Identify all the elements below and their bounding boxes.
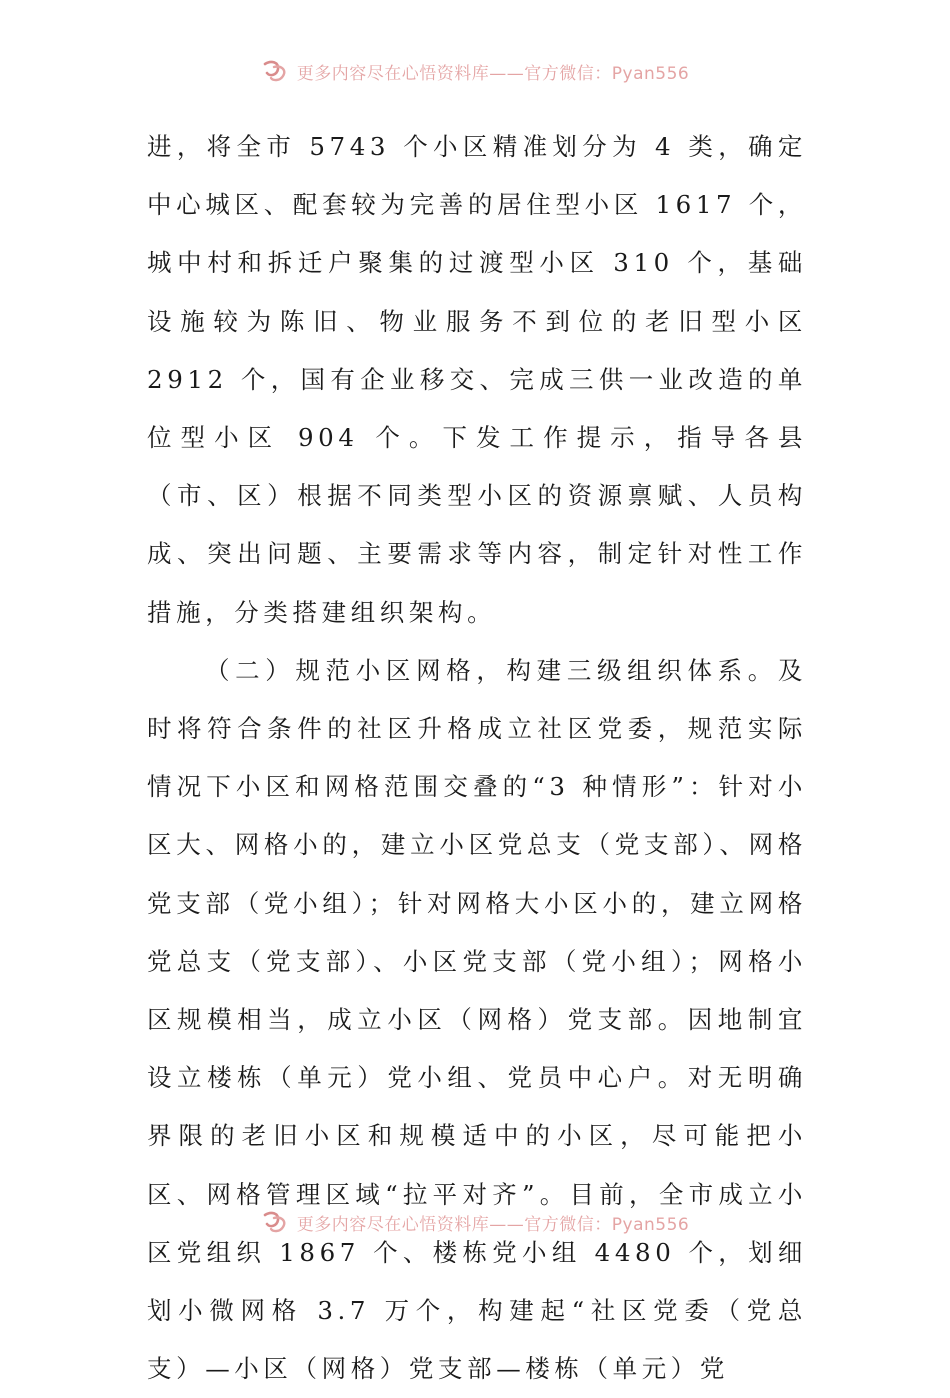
paragraph-2: （二）规范小区网格，构建三级组织体系。及时将符合条件的社区升格成立社区党委，规范实际情况下小区和网格范围交叠的“3 种情形”：针对小区大、网格小的，建立小区党总支（党支部）、网格党支部（党小组）；针对网格大小区小的，建立网格党总支（党支部）、小区党支部（党小组）；网格小区规模相当，成立小区（网格）党支部。因地制宜设立楼栋（单元）党小组、党员中心户。对无明确界限的老旧小区和规模适中的小区，尽可能把小区、网格管理区域“拉平对齐”。目前，全市成立小区党组织 1867 个、楼栋党小组 4480 个，划细划小微网格 3.7 万个，构建起“社区党委（党总支）—小区（网格）党支部—楼栋（单元）党 <box>147 655 807 1384</box>
watermark-logo-icon <box>261 58 289 84</box>
footer-watermark <box>0 1205 950 1239</box>
header-watermark-text: 更多内容尽在心悟资料库——官方微信：Pyan556 <box>296 63 690 84</box>
header-watermark <box>0 54 950 88</box>
footer-watermark-text: 更多内容尽在心悟资料库——官方微信：Pyan556 <box>296 1214 690 1235</box>
watermark-logo-icon <box>261 1209 289 1235</box>
paragraph-1: 进，将全市 5743 个小区精准划分为 4 类，确定中心城区、配套较为完善的居住型小区 1617 个，城中村和拆迁户聚集的过渡型小区 310 个，基础设施较为陈旧、物业服务不到位的老旧型小区 2912 个，国有企业移交、完成三供一业改造的单位型小区 904 个。下发工作提示，指导各县（市、区）根据不同类型小区的资源禀赋、人员构成、突出问题、主要需求等内容，制定针对性工作措施，分类搭建组织架构。 <box>147 132 807 627</box>
